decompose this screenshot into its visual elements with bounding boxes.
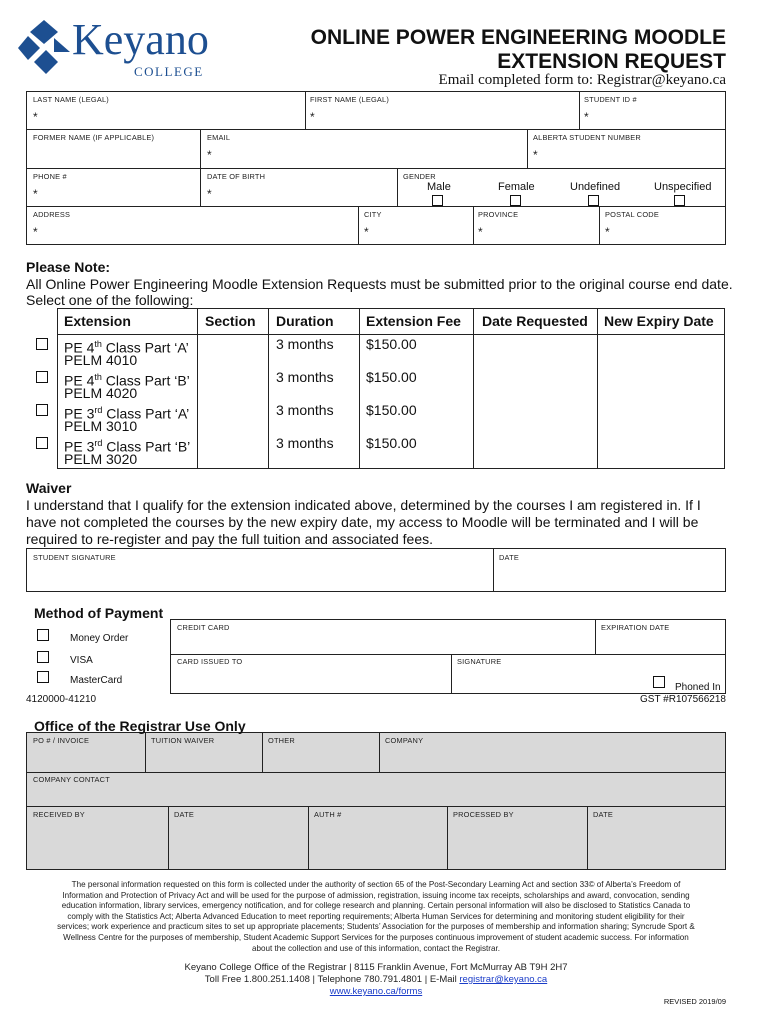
duration-cell: 3 months xyxy=(276,369,334,385)
city-field[interactable]: * xyxy=(364,225,369,239)
account-code: 4120000-41210 xyxy=(26,694,97,705)
signature-box xyxy=(26,548,726,592)
extension-checkbox-3[interactable] xyxy=(36,404,48,416)
fee-cell: $150.00 xyxy=(366,336,417,352)
address-field[interactable]: * xyxy=(33,225,38,239)
alberta-number-field[interactable]: * xyxy=(533,148,538,162)
table-row xyxy=(58,369,724,402)
mastercard-label: MasterCard xyxy=(70,675,123,686)
former-name-label: FORMER NAME (IF APPLICABLE) xyxy=(33,133,155,142)
other-label: OTHER xyxy=(268,736,295,745)
office-date-label: DATE xyxy=(174,810,194,819)
payment-heading: Method of Payment xyxy=(34,605,164,621)
card-issued-label: CARD ISSUED TO xyxy=(177,657,243,666)
auth-label: AUTH # xyxy=(314,810,342,819)
footer xyxy=(20,962,732,998)
alberta-number-label: ALBERTA STUDENT NUMBER xyxy=(533,133,641,142)
city-label: CITY xyxy=(364,210,382,219)
footer-phones: Toll Free 1.800.251.1408 | Telephone 780.791.4801 | E-Mail xyxy=(204,974,460,985)
extension-checkbox-1[interactable] xyxy=(36,338,48,350)
email-label: EMAIL xyxy=(207,133,231,142)
privacy-line: education information, library services, emergency notification, and for college research and planning. Certain personal information will also be disclosed to Statistics Canada to xyxy=(61,901,691,911)
extension-code: PELM 3020 xyxy=(64,451,138,467)
privacy-line: The personal information requested on this form is collected under the authority of section 65 of the Post-Secondary Learning Act and section 33© of Alberta’s Freedom of xyxy=(71,880,681,889)
duration-cell: 3 months xyxy=(276,336,334,352)
gender-unspecified-checkbox[interactable] xyxy=(674,195,685,206)
gender-unspecified-label: Unspecified xyxy=(654,181,712,193)
expiration-label: EXPIRATION DATE xyxy=(601,623,670,632)
privacy-line: about the collection and use of this information, contact the Registrar. xyxy=(252,943,500,953)
extension-name: PE 4th Class Part ‘A’ xyxy=(64,339,189,356)
privacy-line: Information and Protection of Privacy Act and will be used for the purpose of admission, registration, issuing income tax receipts, scholarships and award, convocation, sending xyxy=(62,890,690,900)
gender-male-label: Male xyxy=(427,181,451,193)
extension-code: PELM 4010 xyxy=(64,352,138,368)
last-name-field[interactable]: * xyxy=(33,110,38,124)
card-issued-field[interactable] xyxy=(177,668,445,690)
waiver-line3: required to re-register and pay the full tuition and associated fees. xyxy=(26,531,434,547)
privacy-notice xyxy=(20,880,732,954)
header-date-requested: Date Requested xyxy=(482,313,588,329)
duration-cell: 3 months xyxy=(276,402,334,418)
note-line1: All Online Power Engineering Moodle Extension Requests must be submitted prior to the original course end date. xyxy=(26,276,733,292)
table-row xyxy=(58,435,724,468)
phone-label: PHONE # xyxy=(33,172,67,181)
address-label: ADDRESS xyxy=(33,210,71,219)
header-duration: Duration xyxy=(276,313,334,329)
money-order-checkbox[interactable] xyxy=(37,629,49,641)
form-title-line1: ONLINE POWER ENGINEERING MOODLE xyxy=(310,26,726,49)
extension-name: PE 3rd Class Part ‘B’ xyxy=(64,438,191,455)
dob-label: DATE OF BIRTH xyxy=(207,172,266,181)
fee-cell: $150.00 xyxy=(366,435,417,451)
extension-name: PE 3rd Class Part ‘A’ xyxy=(64,405,190,422)
student-id-label: STUDENT ID # xyxy=(584,95,637,104)
note-line2: Select one of the following: xyxy=(26,292,194,308)
processed-by-label: PROCESSED BY xyxy=(453,810,514,819)
postal-label: POSTAL CODE xyxy=(605,210,659,219)
privacy-line: comply with the Statistics Act; Alberta Advanced Education to meet reporting requirements; Alberta Human Services for determining and monitoring student eligibility for their xyxy=(67,911,685,921)
header-new-expiry-date: New Expiry Date xyxy=(604,313,714,329)
card-signature-label: SIGNATURE xyxy=(457,657,502,666)
extension-checkbox-4[interactable] xyxy=(36,437,48,449)
office-heading: Office of the Registrar Use Only xyxy=(34,718,246,734)
header-extension: Extension xyxy=(64,313,131,329)
logo-sub: COLLEGE xyxy=(134,64,204,79)
waiver-line1: I understand that I qualify for the extension indicated above, determined by the courses I am registered in. If I xyxy=(26,497,701,513)
gender-label: GENDER xyxy=(403,172,436,181)
header-extension-fee: Extension Fee xyxy=(366,313,461,329)
gender-undefined-label: Undefined xyxy=(570,181,621,193)
footer-website-link[interactable]: www.keyano.ca/forms xyxy=(329,986,423,997)
student-signature-field[interactable] xyxy=(33,565,483,589)
processed-date-label: DATE xyxy=(593,810,613,819)
card-signature-field[interactable] xyxy=(457,668,643,690)
gst-number: GST #R107566218 xyxy=(640,694,726,705)
footer-email-link[interactable]: registrar@keyano.ca xyxy=(459,974,548,985)
visa-label: VISA xyxy=(70,655,93,666)
credit-card-box xyxy=(170,619,726,694)
tuition-waiver-label: TUITION WAIVER xyxy=(151,736,215,745)
gender-female-label: Female xyxy=(498,181,535,193)
first-name-field[interactable]: * xyxy=(310,110,315,124)
email-instruction: Email completed form to: Registrar@keyano.ca xyxy=(438,72,726,88)
keyano-logo-icon xyxy=(18,18,72,74)
student-info-grid xyxy=(26,91,726,245)
company-label: COMPANY xyxy=(385,736,424,745)
expiration-field[interactable] xyxy=(601,634,719,652)
phoned-in-label: Phoned In xyxy=(675,682,721,693)
table-row xyxy=(58,402,724,435)
extension-table xyxy=(57,308,725,469)
last-name-label: LAST NAME (LEGAL) xyxy=(33,95,109,104)
visa-checkbox[interactable] xyxy=(37,651,49,663)
header-section: Section xyxy=(205,313,256,329)
revised-date: REVISED 2019/09 xyxy=(663,997,726,1006)
po-invoice-label: PO # / INVOICE xyxy=(33,736,90,745)
footer-contact xyxy=(20,974,732,986)
extension-name: PE 4th Class Part ‘B’ xyxy=(64,372,190,389)
privacy-line: services; work experience and practicum sites to set up appropriate placements; Students’ Association for the purposes of membership and information sharing; Syncrude Sport & xyxy=(57,922,695,932)
duration-cell: 3 months xyxy=(276,435,334,451)
credit-card-field[interactable] xyxy=(177,634,587,652)
student-id-field[interactable]: * xyxy=(584,110,589,124)
table-row xyxy=(58,336,724,369)
fee-cell: $150.00 xyxy=(366,402,417,418)
signature-date-label: DATE xyxy=(499,553,519,562)
form-title-line2: EXTENSION REQUEST xyxy=(497,50,726,73)
postal-field[interactable]: * xyxy=(605,225,610,239)
extension-checkbox-2[interactable] xyxy=(36,371,48,383)
waiver-line2: have not completed the courses by the new expiry date, my access to Moodle will be terminated and I will be xyxy=(26,514,699,530)
logo-name: Keyano xyxy=(72,15,209,64)
phoned-in-checkbox[interactable] xyxy=(653,676,665,688)
privacy-line: Wellness Centre for the purposes of membership, Student Academic Support Services for the purposes continuous improvement of student academic success. For information xyxy=(63,932,689,942)
signature-date-field[interactable] xyxy=(499,565,719,589)
keyano-logo xyxy=(18,16,218,82)
province-label: PROVINCE xyxy=(478,210,519,219)
waiver-heading: Waiver xyxy=(26,480,72,496)
mastercard-checkbox[interactable] xyxy=(37,671,49,683)
dob-field[interactable]: * xyxy=(207,187,212,201)
gender-male-checkbox[interactable] xyxy=(432,195,443,206)
gender-undefined-checkbox[interactable] xyxy=(588,195,599,206)
extension-code: PELM 3010 xyxy=(64,418,138,434)
phone-field[interactable]: * xyxy=(33,187,38,201)
first-name-label: FIRST NAME (LEGAL) xyxy=(310,95,390,104)
extension-code: PELM 4020 xyxy=(64,385,138,401)
student-signature-label: STUDENT SIGNATURE xyxy=(33,553,116,562)
note-heading: Please Note: xyxy=(26,259,111,275)
footer-address: Keyano College Office of the Registrar | 8115 Franklin Avenue, Fort McMurray AB T9H 2H7 xyxy=(184,962,568,973)
office-use-box xyxy=(26,732,726,870)
fee-cell: $150.00 xyxy=(366,369,417,385)
money-order-label: Money Order xyxy=(70,633,129,644)
gender-female-checkbox[interactable] xyxy=(510,195,521,206)
received-by-label: RECEIVED BY xyxy=(33,810,85,819)
province-field[interactable]: * xyxy=(478,225,483,239)
email-field[interactable]: * xyxy=(207,148,212,162)
company-contact-label: COMPANY CONTACT xyxy=(33,775,110,784)
credit-card-label: CREDIT CARD xyxy=(177,623,230,632)
